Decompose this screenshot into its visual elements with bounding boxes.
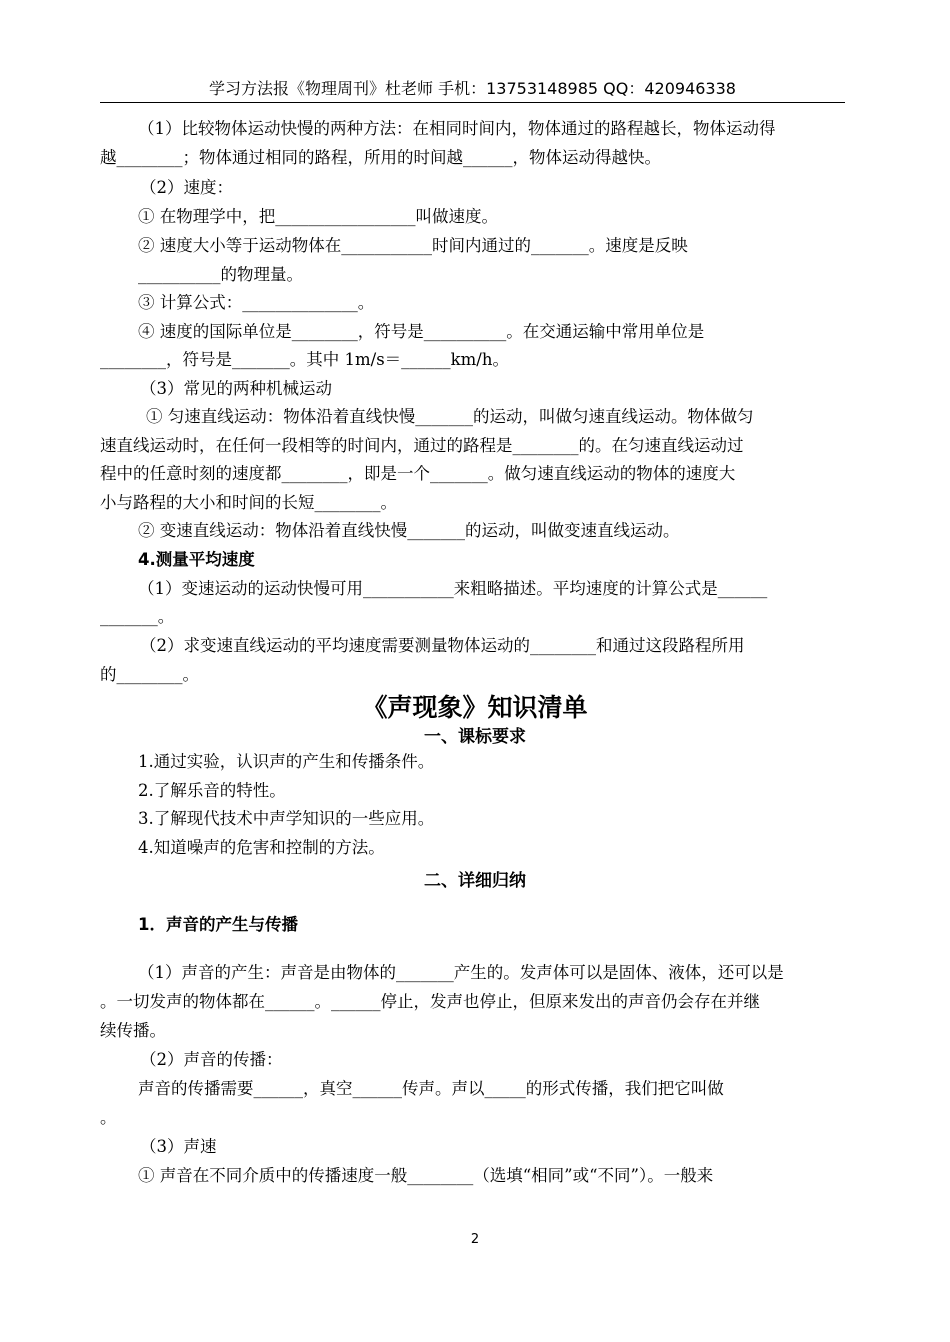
text-line: ① 声音在不同介质中的传播速度一般________（选填“相同”或“不同”）。一般来	[138, 1166, 714, 1185]
text-line: ④ 速度的国际单位是________，符号是__________。在交通运输中常用单位是	[138, 322, 705, 341]
text-line: 程中的任意时刻的速度都________，即是一个_______。做匀速直线运动的物体的速度大	[100, 464, 736, 483]
text-line: （3）常见的两种机械运动	[140, 379, 332, 398]
text-line: ② 速度大小等于运动物体在___________时间内通过的_______。速度是反映	[138, 236, 688, 255]
text-line: ① 在物理学中，把_________________叫做速度。	[138, 207, 498, 226]
text-line: （2）求变速直线运动的平均速度需要测量物体运动的________和通过这段路程所用	[140, 636, 745, 655]
text-line: 声音的传播需要______，真空______传声。声以_____的形式传播，我们把它叫做	[138, 1079, 724, 1098]
text-line: 的________。	[100, 665, 199, 684]
text-line: 。	[100, 1108, 117, 1127]
text-line: ② 变速直线运动：物体沿着直线快慢_______的运动，叫做变速直线运动。	[138, 521, 680, 540]
subsection-heading: 4.测量平均速度	[138, 550, 255, 569]
text-line: （2）声音的传播：	[140, 1050, 283, 1069]
text-line: 3.了解现代技术中声学知识的一些应用。	[138, 809, 435, 828]
text-line: __________的物理量。	[138, 265, 303, 284]
text-line: 越________；物体通过相同的路程，所用的时间越______，物体运动得越快。	[100, 148, 661, 167]
text-line: 4.知道噪声的危害和控制的方法。	[138, 838, 385, 857]
text-line: （1）比较物体运动快慢的两种方法：在相同时间内，物体通过的路程越长，物体运动得	[138, 119, 776, 138]
text-line: 续传播。	[100, 1021, 166, 1040]
text-line: （2）速度：	[140, 178, 233, 197]
text-line: _______。	[100, 607, 175, 626]
section-heading: 一、课标要求	[424, 727, 526, 747]
text-line: 。一切发声的物体都在______。______停止，发声也停止，但原来发出的声音仍会存在并继	[100, 992, 760, 1011]
subsection-heading: 1．声音的产生与传播	[138, 915, 298, 934]
text-line: （1）变速运动的运动快慢可用___________来粗略描述。平均速度的计算公式是______	[138, 579, 768, 598]
text-line: ③ 计算公式：______________。	[138, 293, 375, 312]
text-line: ① 匀速直线运动：物体沿着直线快慢_______的运动，叫做匀速直线运动。物体做匀	[146, 407, 754, 426]
text-line: ________，符号是_______。其中 1m/s＝______km/h。	[100, 350, 509, 369]
text-line: 速直线运动时，在任何一段相等的时间内，通过的路程是________的。在匀速直线运动过	[100, 436, 744, 455]
text-line: （3）声速	[140, 1137, 217, 1156]
text-line: 2.了解乐音的特性。	[138, 781, 286, 800]
text-line: （1）声音的产生：声音是由物体的_______产生的。发声体可以是固体、液体，还可以是	[138, 963, 784, 982]
document-title: 《声现象》知识清单	[362, 693, 588, 722]
text-line: 小与路程的大小和时间的长短________。	[100, 493, 397, 512]
section-heading: 二、详细归纳	[424, 871, 526, 891]
page-number: 2	[470, 1232, 480, 1247]
text-line: 1.通过实验，认识声的产生和传播条件。	[138, 752, 435, 771]
page-header: 学习方法报《物理周刊》杜老师 手机：13753148985 QQ：420946338	[100, 76, 845, 103]
